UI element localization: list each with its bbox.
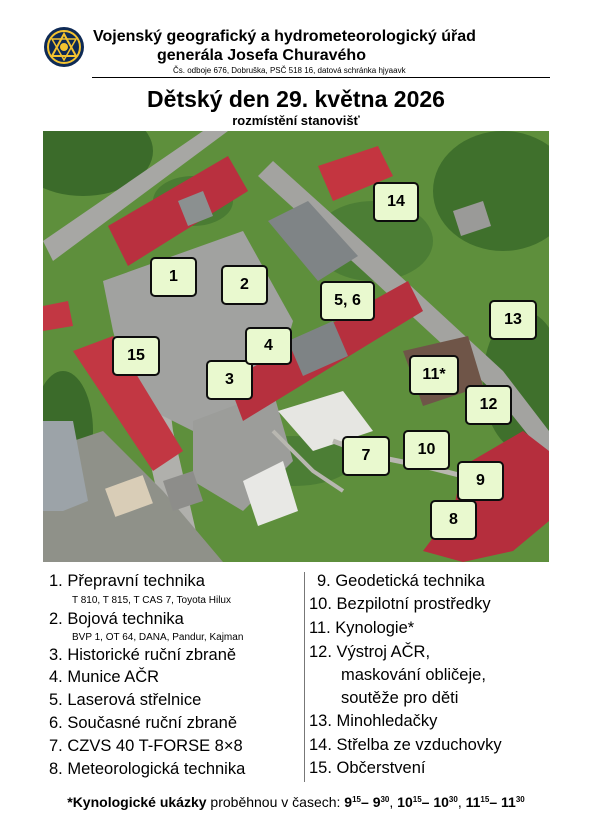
legend-item-12-line3: soutěže pro děti [341, 689, 459, 707]
org-address: Čs. odboje 676, Dobruška, PSČ 518 16, datová schránka hjyaavk [173, 66, 406, 75]
header [0, 0, 592, 80]
legend-item-4: 4. Munice AČR [49, 668, 160, 686]
aerial-map [43, 131, 549, 562]
footnote-text: proběhnou v časech: [206, 794, 345, 810]
legend-divider [304, 572, 305, 782]
legend-item-15: 15. Občerstvení [309, 759, 426, 777]
map-marker-1: 1 [150, 257, 197, 297]
time-1: $9^{15}-$ $9^{30}$ [344, 794, 390, 810]
org-name-line2: generála Josefa Churavého [157, 47, 366, 64]
legend-item-13: 13. Minohledačky [309, 712, 438, 730]
map-marker-13: 13 [489, 300, 537, 340]
map-marker-5-6: 5, 6 [320, 281, 375, 321]
legend-item-5: 5. Laserová střelnice [49, 691, 202, 709]
map-marker-9: 9 [457, 461, 504, 501]
map-marker-2: 2 [221, 265, 268, 305]
legend-item-3: 3. Historické ruční zbraně [49, 646, 237, 664]
legend-item-8: 8. Meteorologická technika [49, 760, 246, 778]
legend-item-9: 9. Geodetická technika [317, 572, 485, 590]
legend-item-12-line2: maskování obličeje, [341, 666, 486, 684]
legend-item-10: 10. Bezpilotní prostředky [309, 595, 491, 613]
map-marker-10: 10 [403, 430, 450, 470]
legend-item-1: 1. Přepravní technika [49, 572, 205, 590]
time-2: $10^{15}-$ $10^{30}$ [397, 794, 458, 810]
map-marker-3: 3 [206, 360, 253, 400]
page-title: Dětský den 29. května 2026 [147, 86, 445, 112]
footnote: *Kynologické ukázky proběhnou v časech: $9^{15}-$ $9^{30}$, $10^{15}-$ $10^{30}$, $11^{15}-$ $11^{30}$ [67, 794, 525, 810]
legend-item-1-detail: T 810, T 815, T CAS 7, Toyota Hilux [72, 595, 231, 606]
legend-item-2-detail: BVP 1, OT 64, DANA, Pandur, Kajman [72, 632, 244, 643]
map-marker-12: 12 [465, 385, 512, 425]
map-marker-7: 7 [342, 436, 390, 476]
legend-item-11: 11. Kynologie* [309, 619, 415, 637]
legend-item-6: 6. Současné ruční zbraně [49, 714, 238, 732]
footnote-bold: *Kynologické ukázky [67, 794, 207, 810]
map-marker-14: 14 [373, 182, 419, 222]
legend-item-12: 12. Výstroj AČR, [309, 643, 431, 661]
org-name-line1: Vojenský geografický a hydrometeorologický úřad [93, 28, 476, 45]
legend-item-14: 14. Střelba ze vzduchovky [309, 736, 502, 754]
page-subtitle: rozmístění stanovišť [232, 113, 360, 128]
time-3: $11^{15}-$ $11^{30}$ [465, 794, 525, 810]
legend-item-7: 7. CZVS 40 T-FORSE 8×8 [49, 737, 243, 755]
header-divider [92, 77, 550, 78]
map-marker-4: 4 [245, 327, 292, 365]
legend-item-2: 2. Bojová technika [49, 610, 184, 628]
map-marker-8: 8 [430, 500, 477, 540]
map-marker-11: 11* [409, 355, 459, 395]
map-marker-15: 15 [112, 336, 160, 376]
vghmu-emblem-icon [43, 26, 85, 68]
